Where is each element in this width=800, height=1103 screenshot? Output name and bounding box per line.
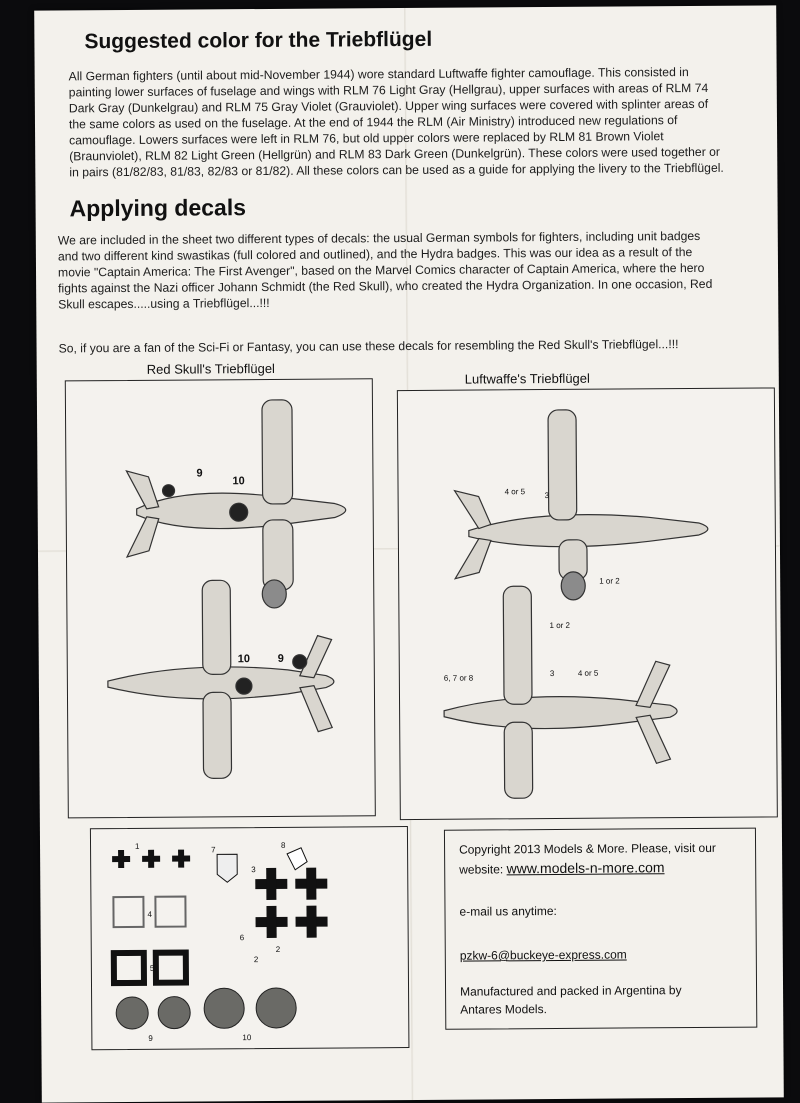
color-line: in pairs (81/82/83, 81/83, 82/83 or 81/82). All these colors can be used as a guide for applying the livery to the Triebflügel. — [69, 160, 724, 180]
luftwaffe-panel — [397, 387, 778, 820]
decals-line: and two different kind swastikas (full colored and outlined), and the Hydra badges. This was our idea as a result of the — [57, 245, 693, 264]
engine-pod — [262, 580, 286, 608]
outlined-swastika — [113, 897, 143, 927]
wing-up — [262, 400, 293, 504]
engine-pod-r — [561, 572, 585, 600]
label-1or2: 1 or 2 — [599, 576, 620, 586]
wing-down-br — [504, 722, 533, 798]
balkenkreuz-large — [255, 868, 287, 900]
hydra-badge-icon — [158, 997, 190, 1029]
decal-num-6: 6 — [239, 933, 245, 943]
color-line: camouflage. Lowers surfaces were left in RLM 76, but old upper colors were replaced by RLM 81 Brown Violet — [69, 129, 664, 148]
badge-bottom — [293, 655, 307, 669]
badge-top — [163, 485, 175, 497]
label-678: 6, 7 or 8 — [443, 673, 474, 683]
decals-heading: Applying decals — [69, 194, 247, 222]
tail-up-r — [455, 490, 491, 528]
label-3: 3 — [544, 491, 550, 501]
color-line: Dark Gray (Dunkelgrau) and RLM 75 Gray Violet (Grauviolet). Upper wing surfaces were covered with splinter areas of — [68, 96, 709, 116]
hydra-roundel-top — [230, 503, 248, 521]
decals-line: We are included in the sheet two different types of decals: the usual German symbols for fighters, including unit badges — [57, 228, 701, 248]
decal-sheet-preview — [90, 826, 410, 1050]
label-9: 9 — [196, 467, 203, 480]
balkenkreuz-large — [295, 906, 327, 938]
left-panel-caption: Red Skull's Triebflügel — [146, 360, 275, 377]
decals-paragraph — [58, 227, 771, 312]
tail-up-br — [636, 661, 670, 707]
decal-num-9: 9 — [148, 1033, 153, 1043]
swastika-marking — [114, 953, 144, 983]
email-label: e-mail us anytime: — [459, 903, 557, 919]
tail-fin-down — [127, 517, 159, 557]
website-label: website: — [459, 862, 504, 877]
decal-num-8: 8 — [280, 840, 286, 850]
tail-down-r — [455, 538, 491, 578]
decal-num-4: 4 — [147, 909, 152, 919]
color-line: All German fighters (until about mid-November 1944) wore standard Luftwaffe fighter camouflage. This consisted in — [68, 65, 689, 84]
color-line: the same colors as used on the fuselage. At the end of 1944 the RLM (Air Ministry) introduced new regulations of — [68, 113, 678, 132]
label-4or5-b: 4 or 5 — [577, 668, 599, 678]
red-skull-panel — [65, 378, 376, 818]
wing-up-b — [202, 580, 231, 674]
tail-down-b — [300, 686, 332, 732]
decal-sheet-art — [91, 827, 409, 1049]
red-skull-diagram — [66, 379, 375, 817]
decal-num-2: 2 — [253, 955, 259, 965]
hydra-badge-icon — [256, 988, 296, 1028]
hydra-badge-icon — [116, 997, 148, 1029]
balkenkreuz-small — [112, 850, 130, 868]
color-heading: Suggested color for the Triebflügel — [84, 27, 433, 54]
fuselage-top-r — [469, 514, 708, 548]
red-skull-shield-icon — [217, 854, 237, 882]
decals-line: movie "Captain America: The First Avenger", based on the Marvel Comics character of Captain America, where the hero — [57, 260, 705, 280]
tail-down-br — [636, 715, 670, 763]
balkenkreuz-large — [255, 906, 287, 938]
wing-down-b — [203, 692, 232, 778]
hydra-badge-icon — [204, 988, 244, 1028]
instruction-sheet — [34, 5, 784, 1102]
contact-box — [444, 828, 757, 1030]
manufactured-line-1: Manufactured and packed in Argentina by — [460, 983, 682, 999]
label-10: 10 — [232, 475, 245, 488]
label-3-b: 3 — [549, 668, 555, 679]
decals-line: Skull escapes.....using a Triebflügel...!!! — [58, 295, 270, 312]
right-panel-caption: Luftwaffe's Triebflügel — [464, 370, 590, 387]
spade-badge-icon — [287, 848, 307, 870]
website-line — [459, 859, 664, 876]
website-link[interactable]: www.models-n-more.com — [506, 859, 665, 877]
swastika-marking — [156, 953, 186, 983]
copyright-text: Copyright 2013 Models & More. Please, visit our — [459, 840, 716, 857]
hydra-roundel-bottom — [236, 678, 252, 694]
color-paragraph — [69, 63, 770, 180]
decal-num-7: 7 — [211, 845, 216, 855]
balkenkreuz-large — [295, 868, 327, 900]
decal-num-5: 5 — [149, 963, 155, 973]
fan-line: So, if you are a fan of the Sci-Fi or Fantasy, you can use these decals for resembling the Red Skull's Triebflügel...!!! — [58, 337, 679, 356]
label-1or2-b: 1 or 2 — [549, 620, 571, 631]
email-link[interactable]: pzkw-6@buckeye-express.com — [459, 947, 627, 963]
balkenkreuz-small — [172, 850, 190, 868]
balkenkreuz-small — [142, 850, 160, 868]
decal-num-10: 10 — [242, 1033, 252, 1043]
wing-up-br — [503, 586, 532, 704]
color-line: (Braunviolet), RLM 82 Light Green (Hellgrün) and RLM 83 Dark Green (Dunkelgrün). These colors were used together or — [69, 144, 721, 164]
label-4or5: 4 or 5 — [504, 487, 526, 497]
decal-num-3: 3 — [251, 865, 256, 875]
wing-up-r — [548, 410, 577, 520]
wing-down — [263, 520, 293, 590]
outlined-swastika — [155, 897, 185, 927]
decals-line: fights against the Nazi officer Johann Schmidt (the Red Skull), who created the Hydra Organization. In one occasion, Red — [58, 276, 713, 296]
tail-fin-up — [126, 471, 158, 509]
label-9-b: 9 — [277, 652, 284, 665]
color-line: painting lower surfaces of fuselage and wings with RLM 76 Light Gray (Hellgrau), upper surfaces with areas of RLM 74 — [68, 80, 709, 100]
luftwaffe-diagram — [398, 388, 777, 819]
decal-num-2b: 2 — [275, 944, 281, 954]
manufactured-line-2: Antares Models. — [460, 1002, 547, 1017]
label-10-b: 10 — [237, 653, 251, 666]
decal-num-1: 1 — [135, 841, 140, 851]
